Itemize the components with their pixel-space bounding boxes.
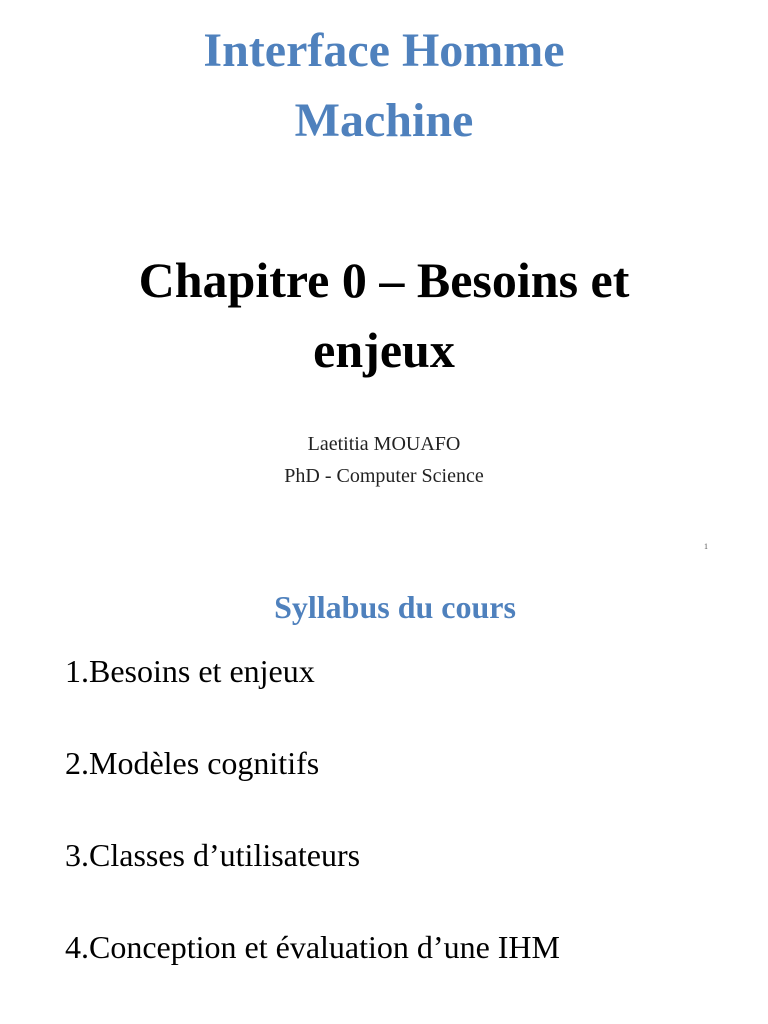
course-title [0,16,768,156]
syllabus-item: 1.Besoins et enjeux [65,653,315,689]
syllabus-title: Syllabus du cours [274,589,516,625]
page-number: 1 [704,542,708,551]
chapter-title-line-2: enjeux [313,322,455,378]
syllabus-item: 4.Conception et évaluation d’une IHM [65,929,560,965]
author-name: Laetitia MOUAFO [307,433,461,455]
author-degree: PhD - Computer Science [284,465,484,487]
syllabus-item: 2.Modèles cognitifs [65,745,320,781]
syllabus-item: 3.Classes d’utilisateurs [65,837,361,873]
course-title-line-2: Machine [294,94,474,147]
chapter-title [0,245,768,385]
course-title-line-1: Interface Homme [203,24,565,77]
syllabus-slide [0,565,768,1024]
chapter-title-line-1: Chapitre 0 – Besoins et [138,252,630,308]
author-block [0,428,768,492]
syllabus-list [65,647,560,1015]
